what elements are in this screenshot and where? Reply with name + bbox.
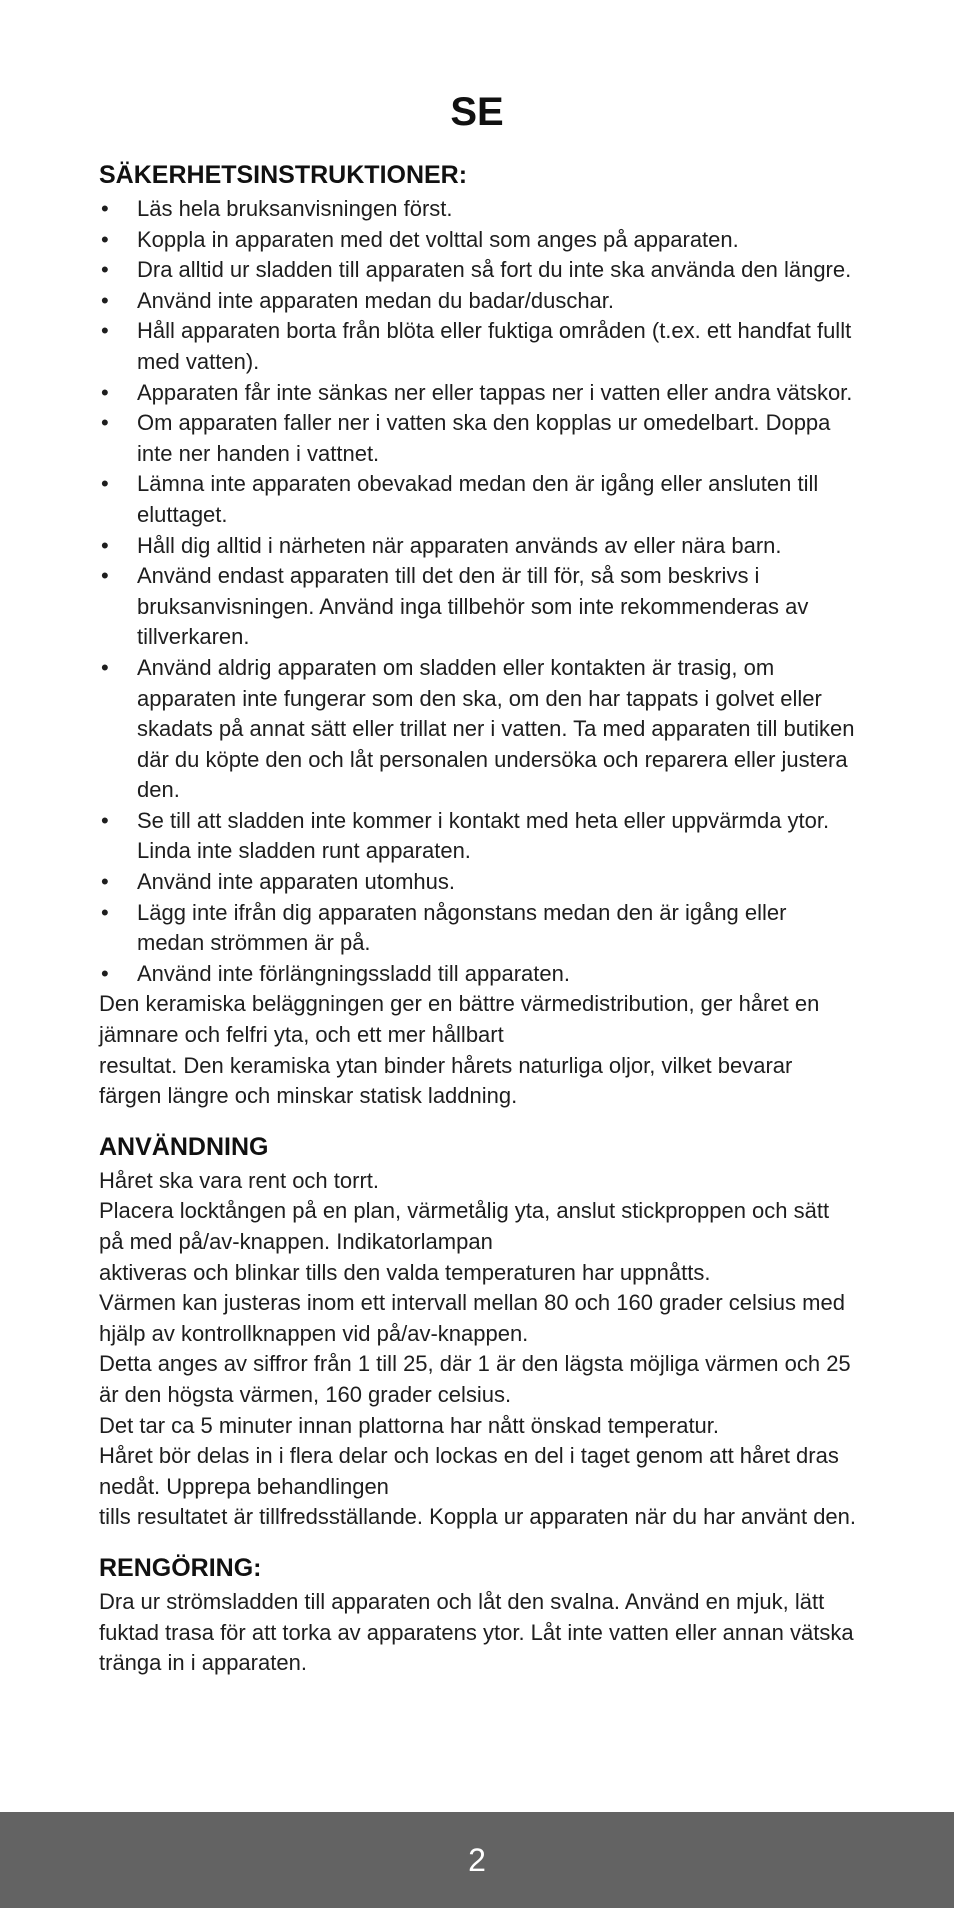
safety-list-item — [99, 531, 856, 562]
safety-item-text: Lämna inte apparaten obevakad medan den är igång eller ansluten till eluttaget. — [137, 471, 819, 527]
bullet-icon: • — [101, 869, 109, 895]
safety-paragraph: resultat. Den keramiska ytan binder hårets naturliga oljor, vilket bevarar färgen längre och minskar statisk laddning. — [99, 1052, 793, 1109]
safety-list-item — [99, 408, 856, 469]
safety-list-item — [99, 806, 856, 867]
safety-item-text: Använd aldrig apparaten om sladden eller kontakten är trasig, om apparaten inte fungerar som den ska, om den har tappats i golvet eller skadats på annat sätt eller trillat ner i vatten. Ta med apparaten till butiken där du köpte den och låt personalen undersöka och reparera eller justera den. — [137, 654, 855, 803]
safety-list-item — [99, 286, 856, 317]
safety-list-item — [99, 561, 856, 653]
usage-heading: ANVÄNDNING — [99, 1132, 269, 1161]
bullet-icon: • — [101, 960, 109, 986]
page-footer — [0, 1812, 954, 1908]
usage-paragraph: Värmen kan justeras inom ett intervall mellan 80 och 160 grader celsius med hjälp av kontrollknappen vid på/av-knappen. — [99, 1290, 845, 1346]
safety-paragraph: Den keramiska beläggningen ger en bättre värmedistribution, ger håret en jämnare och felfri yta, och ett mer hållbart — [99, 991, 820, 1048]
safety-list-item — [99, 898, 856, 959]
cleaning-paragraphs — [99, 1587, 856, 1679]
safety-section — [99, 156, 856, 1112]
bullet-icon: • — [101, 196, 109, 221]
safety-item-text: Använd endast apparaten till det den är till för, så som beskrivs i bruksanvisningen. Använd inga tillbehör som inte rekommenderas av tillverkaren. — [137, 563, 809, 650]
usage-paragraph: Håret ska vara rent och torrt. — [99, 1167, 379, 1193]
cleaning-paragraph: Dra ur strömsladden till apparaten och låt den svalna. Använd en mjuk, lätt fuktad trasa för att torka av apparatens ytor. Låt inte vatten eller annan vätska tränga in i apparaten. — [99, 1588, 854, 1676]
safety-list — [99, 194, 856, 989]
safety-list-item — [99, 255, 856, 286]
safety-list-item — [99, 959, 856, 990]
safety-list-item — [99, 194, 856, 225]
cleaning-section — [99, 1549, 856, 1679]
usage-paragraph: aktiveras och blinkar tills den valda temperaturen har uppnåtts. — [99, 1259, 711, 1285]
safety-list-item — [99, 653, 856, 806]
safety-item-text: Om apparaten faller ner i vatten ska den kopplas ur omedelbart. Doppa inte ner handen i vattnet. — [137, 410, 831, 466]
safety-list-item — [99, 469, 856, 530]
usage-paragraph: Det tar ca 5 minuter innan plattorna har nått önskad temperatur. — [99, 1412, 720, 1438]
safety-item-text: Dra alltid ur sladden till apparaten så fort du inte ska använda den längre. — [137, 257, 852, 283]
safety-item-text: Läs hela bruksanvisningen först. — [137, 196, 453, 221]
safety-list-item — [99, 225, 856, 256]
bullet-icon: • — [101, 807, 109, 833]
safety-item-text: Håll dig alltid i närheten när apparaten används av eller nära barn. — [137, 532, 782, 558]
usage-paragraphs — [99, 1166, 856, 1533]
bullet-icon: • — [101, 287, 109, 313]
language-code-heading: SE — [450, 90, 504, 134]
safety-heading: SÄKERHETSINSTRUKTIONER: — [99, 161, 468, 189]
safety-item-text: Lägg inte ifrån dig apparaten någonstans medan den är igång eller medan strömmen är på. — [137, 899, 787, 956]
bullet-icon: • — [101, 379, 109, 405]
safety-item-text: Använd inte apparaten medan du badar/duschar. — [137, 287, 615, 313]
bullet-icon: • — [101, 257, 109, 283]
usage-section — [99, 1128, 856, 1533]
safety-list-item — [99, 378, 856, 409]
safety-paragraphs — [99, 989, 856, 1111]
safety-item-text: Koppla in apparaten med det volttal som anges på apparaten. — [137, 226, 739, 252]
safety-item-text: Håll apparaten borta från blöta eller fuktiga områden (t.ex. ett handfat fullt med vatten). — [137, 318, 852, 374]
safety-item-text: Se till att sladden inte kommer i kontakt med heta eller uppvärmda ytor. Linda inte sladden runt apparaten. — [137, 807, 830, 864]
safety-item-text: Använd inte förlängningssladd till apparaten. — [137, 960, 570, 986]
usage-paragraph: tills resultatet är tillfredsställande. Koppla ur apparaten när du har använt den. — [99, 1504, 857, 1530]
bullet-icon: • — [101, 532, 109, 558]
page-content — [99, 156, 856, 1679]
safety-list-item — [99, 867, 856, 898]
safety-list-item — [99, 316, 856, 377]
page-number: 2 — [468, 1841, 486, 1878]
bullet-icon: • — [101, 654, 109, 680]
bullet-icon: • — [101, 899, 109, 925]
cleaning-heading: RENGÖRING: — [99, 1553, 262, 1582]
bullet-icon: • — [101, 226, 109, 252]
safety-item-text: Apparaten får inte sänkas ner eller tappas ner i vatten eller andra vätskor. — [137, 379, 853, 405]
safety-item-text: Använd inte apparaten utomhus. — [137, 869, 456, 895]
bullet-icon: • — [101, 318, 109, 344]
bullet-icon: • — [101, 471, 109, 497]
bullet-icon: • — [101, 410, 109, 436]
usage-paragraph: Håret bör delas in i flera delar och lockas en del i taget genom att håret dras nedåt. Upprepa behandlingen — [99, 1443, 839, 1499]
bullet-icon: • — [101, 563, 109, 589]
usage-paragraph: Placera locktången på en plan, värmetålig yta, anslut stickproppen och sätt på med på/av-knappen. Indikatorlampan — [99, 1198, 830, 1254]
usage-paragraph: Detta anges av siffror från 1 till 25, där 1 är den lägsta möjliga värmen och 25 är den högsta värmen, 160 grader celsius. — [99, 1351, 851, 1407]
